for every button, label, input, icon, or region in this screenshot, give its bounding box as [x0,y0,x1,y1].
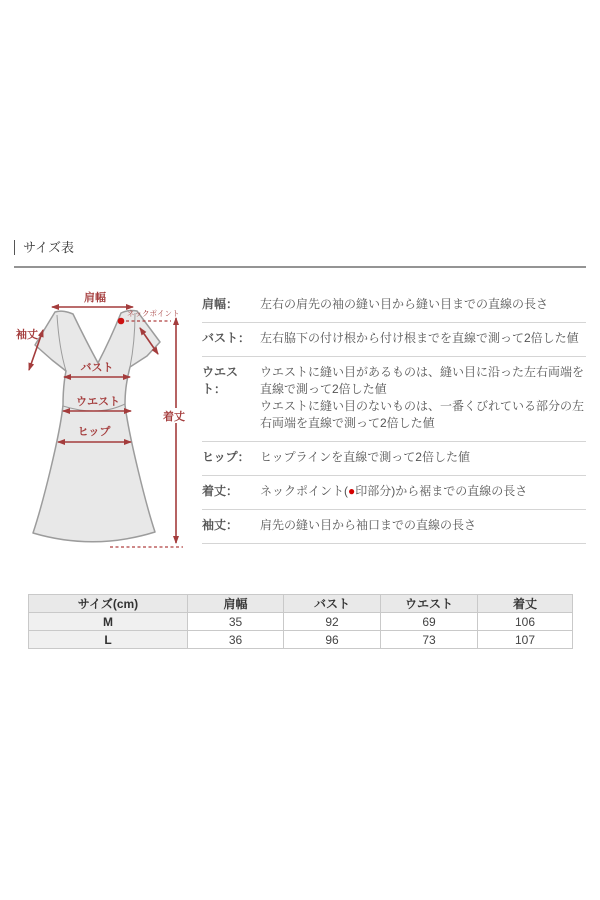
measurement-definitions [202,289,586,544]
row-label-m: M [29,613,188,631]
definition-desc: 肩先の縫い目から袖口までの直線の長さ [260,518,477,532]
cell-l-shoulder: 36 [188,631,284,649]
definition-term: バスト： [202,331,251,345]
col-header-waist: ウエスト [381,595,478,613]
definition-row-bust [202,323,586,357]
dress-measurement-diagram [10,285,200,565]
title-divider [14,266,586,268]
definition-desc: ヒップラインを直線で測って2倍した値 [260,450,470,464]
definition-term: ウエスト： [202,365,239,396]
length-desc-prefix: ネックポイント( [260,484,348,498]
col-header-size: サイズ(cm) [29,595,188,613]
row-label-l: L [29,631,188,649]
neck-point-label: ネックポイント [127,309,180,318]
neck-point-dot [118,318,125,325]
red-dot-marker: ● [348,484,356,498]
col-header-length: 着丈 [478,595,573,613]
definition-row-shoulder [202,289,586,323]
definition-row-waist [202,357,586,442]
hip-label: ヒップ [77,426,111,438]
cell-m-length: 106 [478,613,573,631]
table-row-l [29,631,573,649]
col-header-bust: バスト [284,595,381,613]
definition-row-length [202,476,586,510]
cell-l-length: 107 [478,631,573,649]
sleeve-length-label: 袖丈 [16,329,38,341]
definition-desc [260,364,586,432]
waist-desc-line2: ウエストに縫い目のないものは、一番くびれている部分の左右両端を直線で測って2倍した値 [260,399,585,430]
definition-term: 着丈： [202,484,239,498]
garment-length-label: 着丈 [163,411,185,423]
waist-desc-line1: ウエストに縫い目があるものは、縫い目に沿った左右両端を直線で測って2倍した値 [260,365,585,396]
length-desc-suffix: 印部分)から裾までの直線の長さ [355,484,528,498]
cell-l-waist: 73 [381,631,478,649]
definition-term: ヒップ： [202,450,250,464]
definition-desc [260,483,586,500]
size-table-header-row [29,595,573,613]
page-title: サイズ表 [14,240,74,255]
shoulder-width-label: 肩幅 [84,292,106,304]
definition-desc: 左右の肩先の袖の縫い目から縫い目までの直線の長さ [260,297,549,311]
waist-label: ウエスト [76,396,120,408]
table-row-m [29,613,573,631]
cell-l-bust: 96 [284,631,381,649]
col-header-shoulder: 肩幅 [188,595,284,613]
definition-row-hip [202,442,586,476]
cell-m-shoulder: 35 [188,613,284,631]
definition-desc: 左右脇下の付け根から付け根までを直線で測って2倍した値 [260,331,579,345]
bust-label: バスト [80,362,114,374]
definition-row-sleeve [202,510,586,544]
dress-diagram-svg [10,285,200,565]
cell-m-bust: 92 [284,613,381,631]
cell-m-waist: 69 [381,613,478,631]
size-table [28,594,573,649]
definition-term: 肩幅： [202,297,239,311]
definition-term: 袖丈： [202,518,239,532]
